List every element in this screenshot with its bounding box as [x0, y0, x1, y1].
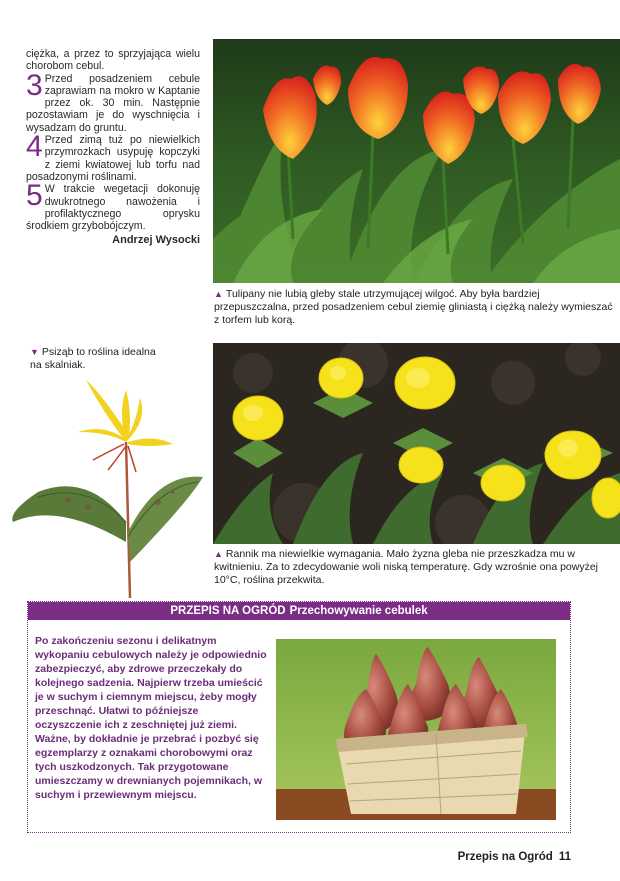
rannik-caption-text: Rannik ma niewielkie wymagania. Mało żyzna gleba nie przeszkadza mu w kwitnieniu. Za to zdecydowanie woli niską temperaturę. Gdy wzrośnie ona powyżej 10°C, roślina przekwita. — [214, 548, 599, 586]
intro-text: ciężka, a przez to sprzyjająca wielu chorobom cebul. — [26, 48, 200, 73]
step-text: W trakcie wegetacji dokonuję dwukrotnego nawożenia i profilaktycznego oprysku środkiem grzybobójczym. — [26, 183, 200, 233]
step-text: Przed posadzeniem cebule zaprawiam na mokro w Kaptanie przez ok. 30 min. Następnie pozostawiam je do wyschnięcia i wysadzam do gruntu. — [26, 72, 200, 134]
step-text: Przed zimą tuż po niewielkich przymrozkach usypuję kopczyki z ziemi kwiatowej lub torfu nad posadzonymi roślinami. — [26, 134, 200, 183]
rannik-photo — [213, 343, 620, 544]
tulip-photo — [213, 39, 620, 283]
step-3 — [26, 68, 200, 134]
page-footer — [458, 851, 571, 863]
psiazb-caption — [30, 346, 170, 372]
article-column — [26, 48, 200, 247]
step-number: 5 — [26, 179, 43, 213]
step-4 — [26, 130, 200, 183]
psiazb-caption-text: Psiząb to roślina idealna na skalniak. — [30, 346, 156, 371]
bulbs-photo — [276, 639, 556, 820]
author-name: Andrzej Wysocki — [112, 234, 200, 247]
step-5 — [26, 179, 200, 233]
triangle-up-icon: ▲ — [214, 289, 223, 299]
tulip-caption-text: Tulipany nie lubią gleby stale utrzymującej wilgoć. Aby była bardziej przepuszczalna, przed posadzeniem cebul ziemię gliniastą i ciężką należy wymieszać z torfem lub korą. — [214, 288, 613, 326]
magazine-name: Przepis na Ogród — [457, 851, 553, 863]
step-number: 4 — [26, 130, 43, 164]
triangle-down-icon: ▼ — [30, 347, 39, 357]
psiazb-photo — [8, 372, 208, 600]
recipe-subtitle: Przechowywanie cebulek — [289, 605, 428, 617]
recipe-text: Po zakończeniu sezonu i delikatnym wykopaniu cebulowych należy je odpowiednio zabezpieczyć, aby zdrowe przeczekały do kolejnego sadzenia. Najpierw trzeba umieścić je w suchym i ciemnym miejscu, żeby mogły przeschnąć. Ułatwi to późniejsze oczyszczenie ich z zeschniętej już ziemi. Ważne, by dokładnie je przebrać i pozbyć się egzemplarzy z oznakami chorobowymi oraz tych uszkodzonych. Tak przygotowane umieszczamy w drewnianych pojemnikach, w suchym i przewiewnym miejscu. — [35, 635, 267, 801]
rannik-caption — [214, 548, 614, 587]
recipe-header — [28, 602, 570, 620]
page-number: 11 — [558, 851, 571, 863]
tulip-caption — [214, 288, 614, 327]
step-number: 3 — [26, 68, 43, 102]
triangle-up-icon: ▲ — [214, 549, 223, 559]
recipe-title: PRZEPIS NA OGRÓD — [170, 605, 286, 617]
